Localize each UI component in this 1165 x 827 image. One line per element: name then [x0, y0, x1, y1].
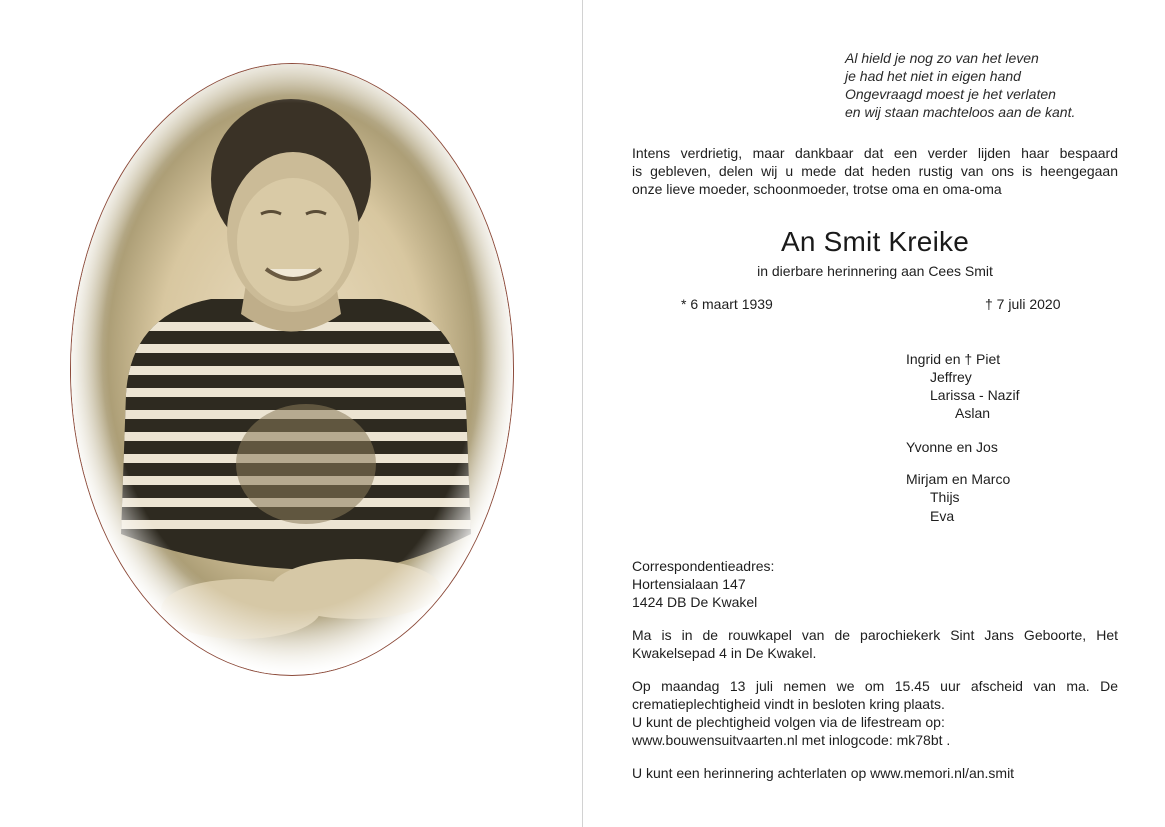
- announcement-line: onze lieve moeder, schoonmoeder, trotse oma en oma-oma: [632, 181, 1002, 197]
- poem-line: en wij staan machteloos aan de kant.: [845, 104, 1076, 120]
- portrait-photo: [70, 63, 514, 676]
- chapel-info: [632, 626, 1118, 662]
- chapel-line: Kwakelsepad 4 in De Kwakel.: [632, 645, 817, 661]
- memory-subtitle: in dierbare herinnering aan Cees Smit: [757, 263, 993, 279]
- birth-date: * 6 maart 1939: [681, 296, 773, 312]
- ceremony-line: Op maandag 13 juli nemen we om 15.45 uur afscheid van ma. De: [632, 678, 1118, 694]
- family-member: Yvonne en Jos: [906, 439, 998, 455]
- portrait-image: [71, 64, 512, 674]
- poem-line: je had het niet in eigen hand: [845, 68, 1021, 84]
- family-member: Larissa - Nazif: [930, 387, 1020, 403]
- deceased-name: An Smit Kreike: [781, 226, 969, 257]
- family-member: Aslan: [955, 405, 991, 421]
- announcement-line: is gebleven, delen wij u mede dat heden rustig van ons is heengegaan: [632, 163, 1118, 179]
- correspondence-address: [632, 557, 774, 611]
- family-member: Thijs: [930, 489, 960, 505]
- poem-line: Ongevraagd moest je het verlaten: [845, 86, 1056, 102]
- address-street: Hortensialaan 147: [632, 576, 746, 592]
- poem: [845, 49, 1145, 121]
- ceremony-line: U kunt de plechtigheid volgen via de lifestream op:: [632, 714, 945, 730]
- death-date: † 7 juli 2020: [985, 296, 1061, 312]
- family-member: Eva: [930, 508, 955, 524]
- address-city: 1424 DB De Kwakel: [632, 594, 758, 610]
- ceremony-line: crematieplechtigheid vindt in besloten kring plaats.: [632, 696, 945, 712]
- announcement-text: [632, 144, 1118, 198]
- address-label: Correspondentieadres:: [632, 558, 775, 574]
- memori-info: [632, 764, 1118, 782]
- family-member: Jeffrey: [930, 369, 972, 385]
- ceremony-line: www.bouwensuitvaarten.nl met inlogcode: mk78bt .: [632, 732, 951, 748]
- ceremony-info: [632, 677, 1118, 749]
- card-fold: [582, 0, 583, 827]
- family-member: Ingrid en † Piet: [906, 351, 1001, 367]
- poem-line: Al hield je nog zo van het leven: [845, 50, 1039, 66]
- family-member: Mirjam en Marco: [906, 471, 1011, 487]
- announcement-line: Intens verdrietig, maar dankbaar dat een verder lijden haar bespaard: [632, 145, 1118, 161]
- chapel-line: Ma is in de rouwkapel van de parochiekerk Sint Jans Geboorte, Het: [632, 627, 1118, 643]
- memori-line: U kunt een herinnering achterlaten op www.memori.nl/an.smit: [632, 765, 1015, 781]
